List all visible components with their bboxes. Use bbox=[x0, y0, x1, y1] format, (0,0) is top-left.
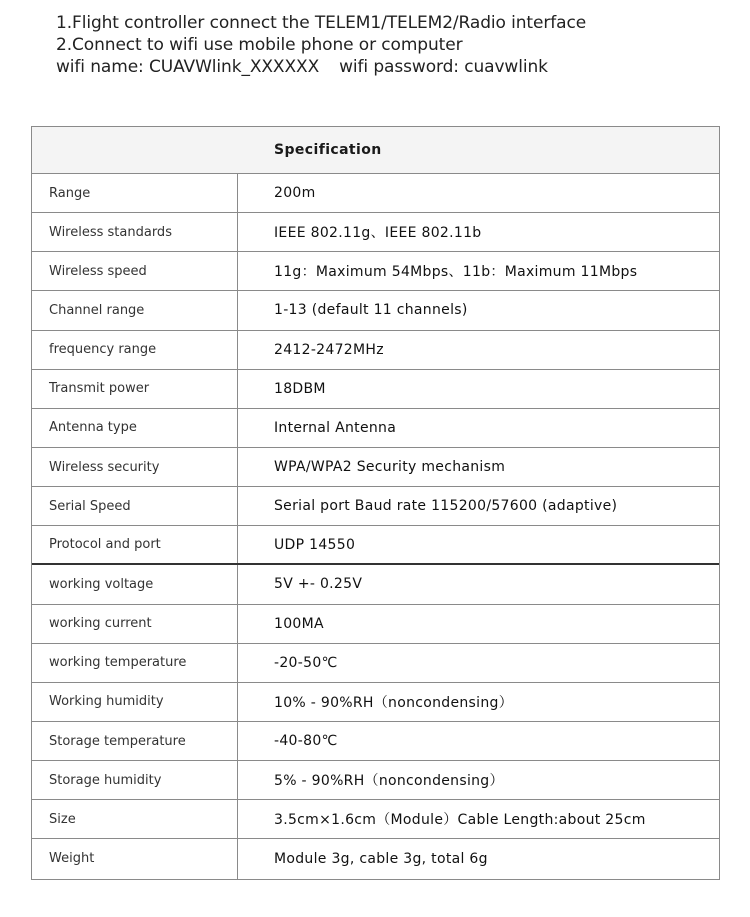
spec-value: 5V +- 0.25V bbox=[274, 576, 363, 593]
wifi-password: wifi password: cuavwlink bbox=[339, 57, 548, 77]
spec-value: 10% - 90%RH（noncondensing） bbox=[274, 694, 514, 711]
spec-label: Wireless standards bbox=[32, 213, 238, 251]
spec-value: -20-50℃ bbox=[274, 654, 338, 671]
spec-label: Storage temperature bbox=[32, 722, 238, 760]
spec-row-channel-range bbox=[32, 291, 719, 330]
spec-row-working-humidity bbox=[32, 683, 719, 722]
spec-label: Storage humidity bbox=[32, 761, 238, 799]
spec-row-size bbox=[32, 800, 719, 839]
spec-value: 18DBM bbox=[274, 380, 326, 397]
spec-value: 1-13 (default 11 channels) bbox=[274, 302, 468, 319]
instruction-line-2: 2.Connect to wifi use mobile phone or computer bbox=[56, 35, 463, 55]
instruction-line-1: 1.Flight controller connect the TELEM1/TELEM2/Radio interface bbox=[56, 13, 587, 33]
spec-row-serial-speed bbox=[32, 487, 719, 526]
wifi-credentials bbox=[56, 56, 736, 78]
spec-value: 5% - 90%RH（noncondensing） bbox=[274, 773, 504, 790]
table-header bbox=[32, 127, 719, 174]
wifi-name: wifi name: CUAVWlink_XXXXXX bbox=[56, 57, 320, 77]
spec-value: UDP 14550 bbox=[274, 536, 356, 553]
spec-row-transmit-power bbox=[32, 370, 719, 409]
spec-value: 3.5cm×1.6cm（Module）Cable Length:about 25cm bbox=[274, 812, 646, 829]
spec-row-working-current bbox=[32, 605, 719, 644]
spec-value: 200m bbox=[274, 185, 316, 202]
spec-value: IEEE 802.11g、IEEE 802.11b bbox=[274, 225, 482, 242]
spec-label: Wireless security bbox=[32, 448, 238, 486]
spec-label: Range bbox=[32, 174, 238, 212]
spec-row-protocol-port bbox=[32, 526, 719, 565]
spec-value: 11g：Maximum 54Mbps、11b：Maximum 11Mbps bbox=[274, 264, 638, 281]
spec-label: Size bbox=[32, 800, 238, 838]
spec-label: Antenna type bbox=[32, 409, 238, 447]
spec-row-wireless-standards bbox=[32, 213, 719, 252]
spec-row-wireless-speed bbox=[32, 252, 719, 291]
spec-row-range bbox=[32, 174, 719, 213]
spec-label: Serial Speed bbox=[32, 487, 238, 525]
spec-row-working-voltage bbox=[32, 565, 719, 604]
spec-label: working voltage bbox=[32, 565, 238, 603]
spec-row-wireless-security bbox=[32, 448, 719, 487]
spec-value: -40-80℃ bbox=[274, 733, 338, 750]
spec-value: WPA/WPA2 Security mechanism bbox=[274, 459, 506, 476]
spec-label: Weight bbox=[32, 839, 238, 878]
spec-label: working temperature bbox=[32, 644, 238, 682]
spec-row-storage-temperature bbox=[32, 722, 719, 761]
spec-value: Module 3g, cable 3g, total 6g bbox=[274, 850, 488, 867]
spec-row-working-temperature bbox=[32, 644, 719, 683]
spec-value: Serial port Baud rate 115200/57600 (adaptive) bbox=[274, 498, 618, 515]
spec-row-weight bbox=[32, 839, 719, 878]
intro-instructions bbox=[56, 12, 736, 78]
spec-value: 2412-2472MHz bbox=[274, 341, 384, 358]
spec-label: working current bbox=[32, 605, 238, 643]
spec-label: Working humidity bbox=[32, 683, 238, 721]
spec-value: 100MA bbox=[274, 615, 324, 632]
spec-label: Transmit power bbox=[32, 370, 238, 408]
spec-label: frequency range bbox=[32, 331, 238, 369]
spec-row-frequency-range bbox=[32, 331, 719, 370]
spec-label: Wireless speed bbox=[32, 252, 238, 290]
spec-row-antenna-type bbox=[32, 409, 719, 448]
spec-value: Internal Antenna bbox=[274, 419, 397, 436]
spec-row-storage-humidity bbox=[32, 761, 719, 800]
specification-table bbox=[31, 126, 720, 880]
spec-label: Protocol and port bbox=[32, 526, 238, 563]
table-header-title: Specification bbox=[274, 142, 382, 158]
spec-label: Channel range bbox=[32, 291, 238, 329]
